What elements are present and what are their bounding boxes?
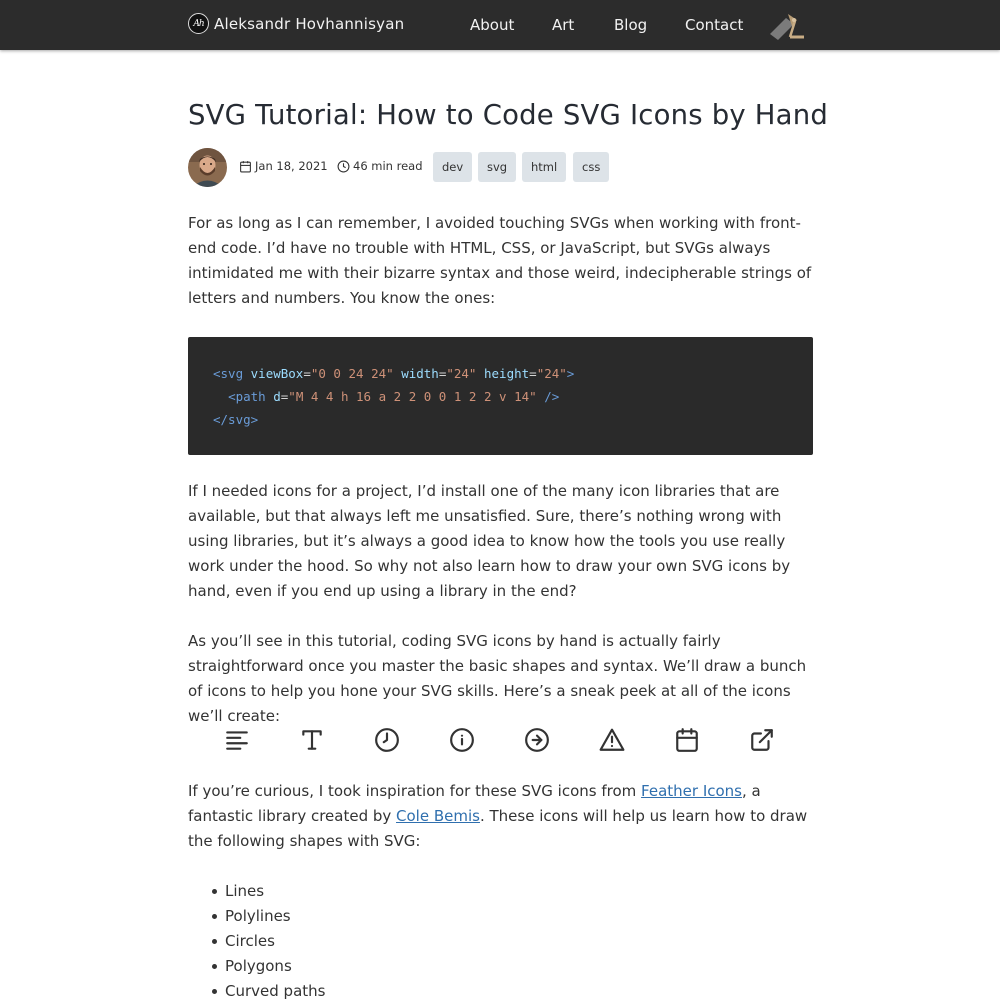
calendar-icon — [239, 160, 252, 173]
page-title: SVG Tutorial: How to Code SVG Icons by Hand — [188, 99, 829, 131]
list-item: Lines — [208, 879, 325, 904]
shapes-list — [208, 879, 325, 1000]
read-time — [337, 159, 423, 173]
nav-about[interactable]: About — [470, 16, 515, 34]
read-time-text: 46 min read — [353, 159, 423, 173]
list-item: Curved paths — [208, 979, 325, 1000]
nav-art[interactable]: Art — [552, 16, 575, 34]
code-line-3: </svg> — [213, 412, 259, 427]
intro-paragraph: For as long as I can remember, I avoided touching SVGs when working with front-end code. I’d have no trouble with HTML, CSS, or JavaScript, but SVGs always intimidated me with their bizarre syntax and those weird, indecipherable strings of letters and numbers. You know the ones: — [188, 214, 812, 307]
info-icon — [449, 727, 475, 753]
cole-bemis-link[interactable]: Cole Bemis — [396, 807, 480, 825]
brand-logo: Ah — [188, 13, 209, 34]
list-item: Polylines — [208, 904, 325, 929]
clock-icon — [374, 727, 400, 753]
calendar-icon — [674, 727, 700, 753]
icons-preview — [200, 727, 800, 759]
code-line-1: <svg viewBox="0 0 24 24" width="24" height="24"> — [213, 366, 575, 381]
tag-css[interactable]: css — [573, 152, 609, 182]
tag-dev[interactable]: dev — [433, 152, 472, 182]
list-item: Circles — [208, 929, 325, 954]
tag-html[interactable]: html — [522, 152, 566, 182]
home-link[interactable] — [188, 13, 404, 34]
feather-icons-link[interactable]: Feather Icons — [641, 782, 742, 800]
arrow-right-circle-icon — [524, 727, 550, 753]
nav-contact[interactable]: Contact — [685, 16, 744, 34]
alert-triangle-icon — [599, 727, 625, 753]
nav-blog[interactable]: Blog — [614, 16, 648, 34]
post-date-text: Jan 18, 2021 — [255, 159, 328, 173]
avatar — [188, 148, 227, 187]
tutorial-paragraph: As you’ll see in this tutorial, coding SVG icons by hand is actually fairly straightforward once you master the basic shapes and syntax. We’ll draw a bunch of icons to help you hone your SVG skills. Here’s a sneak peek at all of the icons we’ll create: — [188, 632, 807, 725]
inspiration-paragraph: If you’re curious, I took inspiration for these SVG icons from Feather Icons, a fantastic library created by Cole Bemis. These icons will help us learn how to draw the following shapes with SVG: — [188, 782, 808, 850]
libraries-paragraph: If I needed icons for a project, I’d install one of the many icon libraries that are available, but that always left me unsatisfied. Sure, there’s nothing wrong with using libraries, but it’s always a good idea to know how the tools you use really work under the hood. So why not also learn how to draw your own SVG icons by hand, even if you end up using a library in the end? — [188, 482, 791, 600]
site-header — [0, 0, 1000, 50]
list-item: Polygons — [208, 954, 325, 979]
post-meta — [188, 148, 688, 186]
desk-lamp-icon[interactable] — [768, 10, 810, 42]
align-left-icon — [224, 727, 250, 753]
clock-icon — [337, 160, 350, 173]
post-date — [239, 159, 328, 173]
external-link-icon — [749, 727, 775, 753]
code-line-2: <path d="M 4 4 h 16 a 2 2 0 0 1 2 2 v 14" /> — [228, 389, 560, 404]
code-block — [188, 337, 813, 455]
brand-name: Aleksandr Hovhannisyan — [214, 14, 405, 33]
tag-svg[interactable]: svg — [478, 152, 516, 182]
type-icon — [299, 727, 325, 753]
